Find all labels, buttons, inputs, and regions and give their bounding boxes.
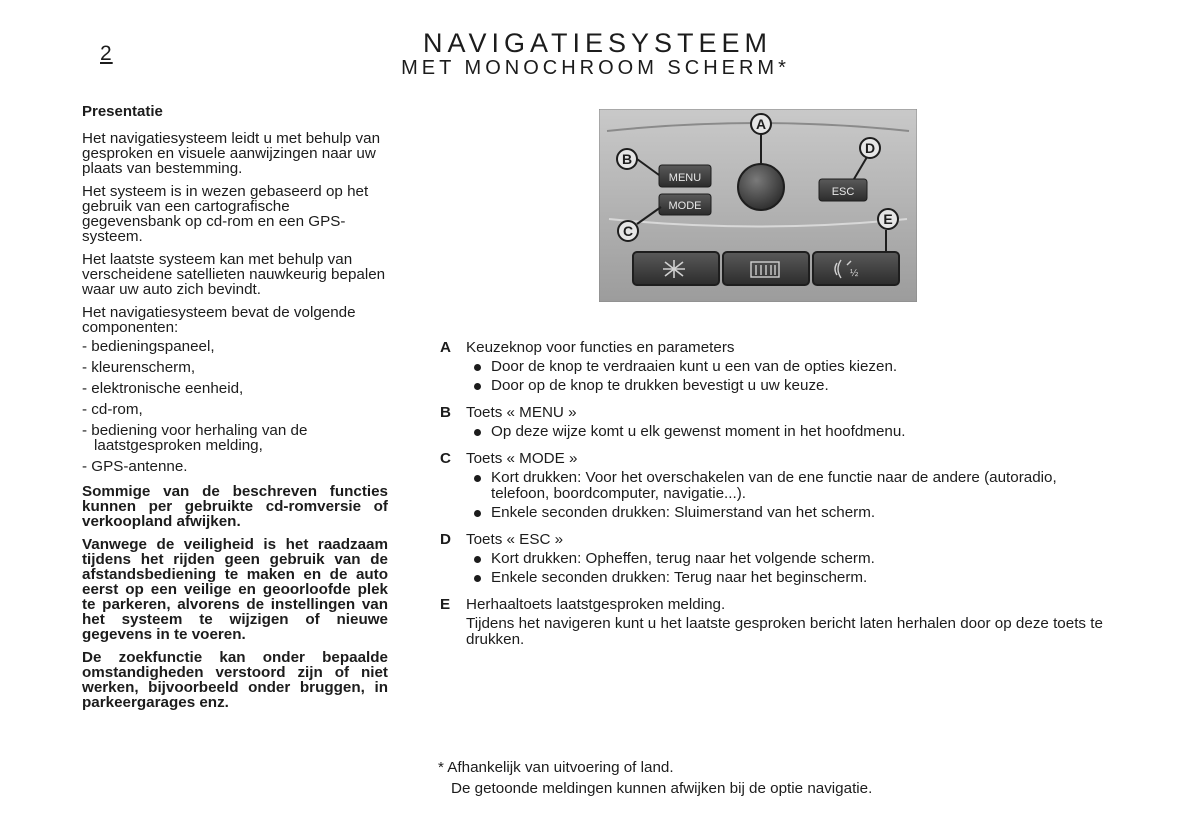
legend-title: Toets « MODE » — [466, 450, 578, 467]
legend-bullet: Door op de knop te drukken bevestigt u uw keuze. — [470, 378, 1105, 394]
callout-b — [617, 149, 637, 169]
list-item: - kleurenscherm, — [82, 359, 196, 376]
rear-defrost-button — [723, 252, 809, 285]
fan-button — [633, 252, 719, 285]
list-item: - bedieningspaneel, — [82, 338, 215, 355]
legend-title: Toets « ESC » — [466, 531, 564, 548]
legend-item-c — [440, 451, 1105, 521]
components-list — [82, 339, 388, 474]
legend-title: Keuzeknop voor functies en parameters — [466, 339, 735, 356]
footnote — [438, 757, 1078, 799]
voice-repeat-button — [813, 252, 899, 285]
legend-bullet: Door de knop te verdraaien kunt u een van de opties kiezen. — [470, 359, 1105, 375]
page-title: NAVIGATIESYSTEEM — [422, 28, 773, 58]
paragraph: Het navigatiesysteem bevat de volgende componenten: — [82, 304, 356, 336]
list-item: - GPS-antenne. — [82, 458, 188, 475]
list-item: - elektronische eenheid, — [82, 380, 244, 397]
paragraph: Het systeem is in wezen gebaseerd op het gebruik van een cartografische gegevensbank op cd-rom en een GPS-systeem. — [82, 183, 369, 245]
legend-item-d — [440, 532, 1105, 586]
callout-e — [878, 209, 898, 229]
svg-text:B: B — [621, 151, 633, 167]
footnote-line: De getoonde meldingen kunnen afwijken bij de optie navigatie. — [451, 780, 873, 797]
legend-letter: E — [440, 596, 451, 613]
warning-text: De zoekfunctie kan onder bepaalde omstandigheden verstoord zijn of niet werken, bijvoorbeeld onder bruggen, in parkeergarages enz. — [82, 649, 388, 711]
callout-a — [751, 114, 771, 134]
fan-icon — [663, 260, 685, 278]
menu-button — [659, 165, 711, 187]
callout-d — [860, 138, 880, 158]
legend-item-e — [440, 597, 1105, 648]
legend-letter: B — [440, 404, 451, 421]
page-number: 2 — [100, 42, 113, 65]
svg-text:A: A — [755, 116, 767, 132]
legend-bullet: Enkele seconden drukken: Sluimerstand van het scherm. — [470, 505, 1105, 521]
footnote-line: * Afhankelijk van uitvoering of land. — [438, 759, 674, 776]
svg-text:MODE: MODE — [668, 200, 702, 212]
paragraph: Het navigatiesysteem leidt u met behulp van gesproken en visuele aanwijzingen naar uw plaats van bestemming. — [82, 130, 381, 177]
control-panel-figure — [599, 109, 917, 302]
esc-button — [819, 179, 867, 201]
legend-item-a — [440, 340, 1105, 394]
legend-item-b — [440, 405, 1105, 440]
warning-text: Sommige van de beschreven functies kunnen per gebruikte cd-romversie of verkoopland afwijken. — [82, 483, 388, 530]
legend-letter: D — [440, 531, 451, 548]
legend-bullet: Op deze wijze komt u elk gewenst moment in het hoofdmenu. — [470, 424, 1105, 440]
legend-letter: C — [440, 450, 451, 467]
callout-c — [618, 221, 638, 241]
mode-button — [659, 194, 711, 215]
legend-bullet: Kort drukken: Opheffen, terug naar het volgende scherm. — [470, 551, 1105, 567]
svg-text:D: D — [864, 140, 876, 156]
page-subtitle: MET MONOCHROOM SCHERM* — [401, 57, 790, 79]
svg-text:MENU: MENU — [668, 172, 702, 184]
presentation-column — [82, 104, 388, 718]
legend-bullet: Enkele seconden drukken: Terug naar het beginscherm. — [470, 570, 1105, 586]
legend — [440, 340, 1105, 659]
svg-text:½: ½ — [850, 268, 859, 279]
legend-letter: A — [440, 339, 451, 356]
svg-text:ESC: ESC — [831, 186, 855, 198]
svg-text:E: E — [883, 211, 893, 227]
list-item: - cd-rom, — [82, 401, 143, 418]
legend-title: Toets « MENU » — [466, 404, 577, 421]
list-item: - bediening voor herhaling van de laatstgesproken melding, — [82, 422, 308, 454]
svg-text:C: C — [622, 223, 634, 239]
legend-title: Herhaaltoets laatstgesproken melding. — [466, 596, 726, 613]
legend-bullet: Kort drukken: Voor het overschakelen van de ene functie naar de andere (autoradio, telefoon, boordcomputer, navigatie...). — [470, 470, 1105, 502]
warning-text: Vanwege de veiligheid is het raadzaam tijdens het rijden geen gebruik van de afstandsbediening te maken en de auto eerst op een veilige en geoorloofde plek te parkeren, alvorens de instellingen van het systeem te wijzigen of nieuwe gegevens in te voeren. — [82, 536, 388, 643]
legend-text: Tijdens het navigeren kunt u het laatste gesproken bericht laten herhalen door op deze toets te drukken. — [466, 615, 1103, 648]
section-heading: Presentatie — [82, 103, 163, 120]
paragraph: Het laatste systeem kan met behulp van verscheidene satellieten nauwkeurig bepalen waar uw auto zich bevindt. — [82, 251, 386, 298]
